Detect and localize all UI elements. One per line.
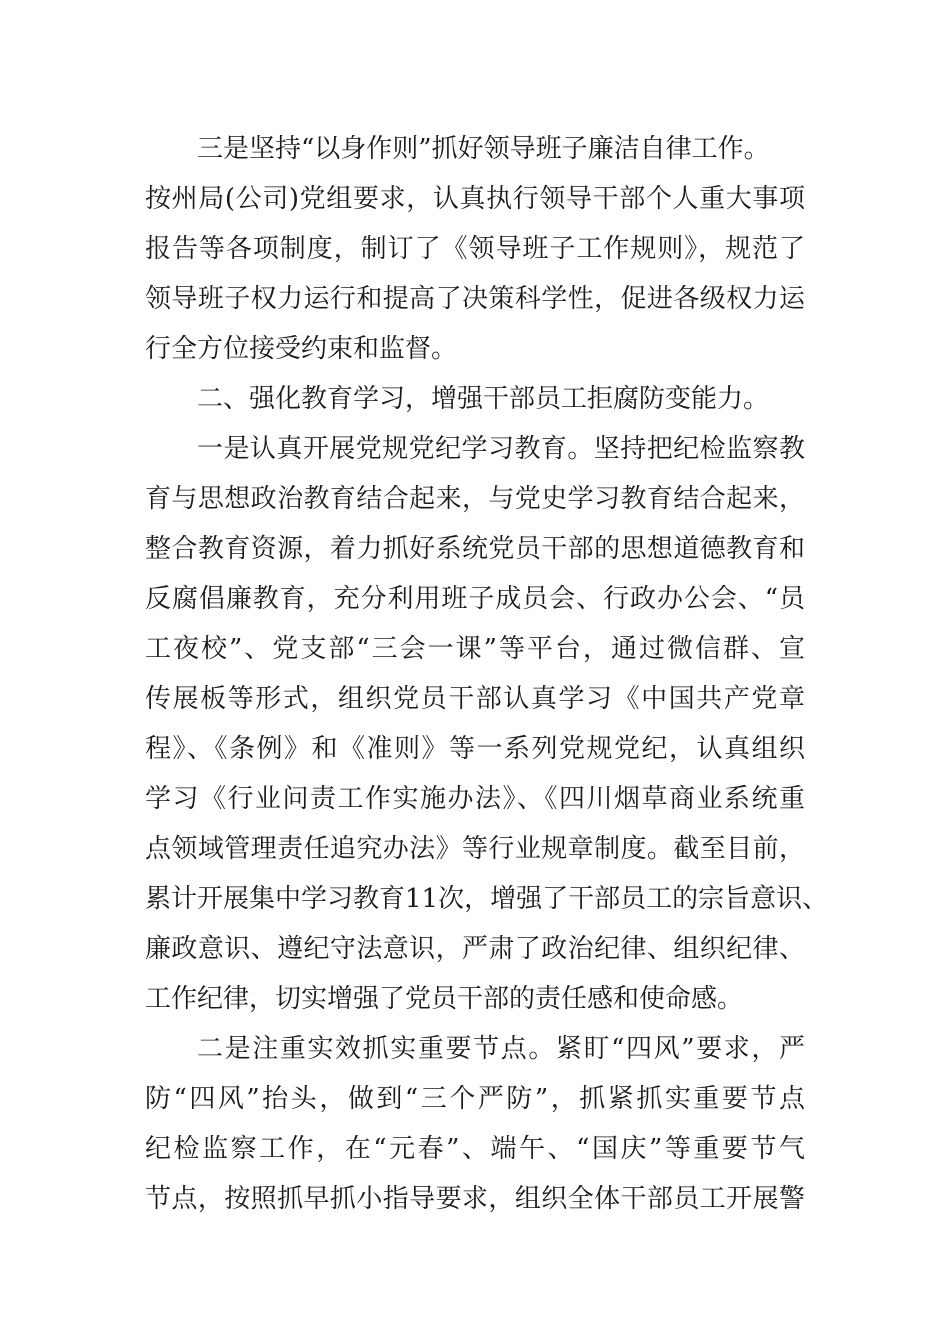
paragraph-line: 二是注重实效抓实重要节点。紧盯“四风”要求，严 [197,1034,805,1064]
paragraph-line: 领导班子权力运行和提高了决策科学性，促进各级权力运 [145,284,805,314]
paragraph-line: 工作纪律，切实增强了党员干部的责任感和使命感。 [145,984,744,1014]
paragraph-line: 行全方位接受约束和监督。 [145,334,458,364]
paragraph-line: 按州局(公司)党组要求，认真执行领导干部个人重大事项 [145,184,805,214]
paragraph-line: 一是认真开展党规党纪学习教育。坚持把纪检监察教 [197,434,805,464]
section-heading: 二、强化教育学习，增强干部员工拒腐防变能力。 [197,384,770,414]
paragraph-line: 廉政意识、遵纪守法意识，严肃了政治纪律、组织纪律、 [145,934,805,964]
paragraph-line: 三是坚持“以身作则”抓好领导班子廉洁自律工作。 [197,134,770,164]
paragraph-line: 纪检监察工作，在“元春”、端午、“国庆”等重要节气 [145,1134,805,1164]
paragraph-line: 节点，按照抓早抓小指导要求，组织全体干部员工开展警 [145,1184,805,1214]
paragraph-line: 报告等各项制度，制订了《领导班子工作规则》，规范了 [145,234,805,264]
paragraph-line: 工夜校”、党支部“三会一课”等平台，通过微信群、宣 [145,634,805,664]
paragraph-line: 学习《行业问责工作实施办法》、《四川烟草商业系统重 [145,784,805,814]
paragraph-line: 累计开展集中学习教育11次，增强了干部员工的宗旨意识、 [145,884,829,914]
paragraph-line: 育与思想政治教育结合起来，与党史学习教育结合起来， [145,484,805,514]
paragraph-line: 防“四风”抬头，做到“三个严防”，抓紧抓实重要节点 [145,1084,805,1114]
document-body [145,124,829,1224]
paragraph-line: 反腐倡廉教育，充分利用班子成员会、行政办公会、“员 [145,584,805,614]
paragraph-line: 传展板等形式，组织党员干部认真学习《中国共产党章 [145,684,805,714]
paragraph-line: 程》、《条例》和《准则》等一系列党规党纪，认真组织 [145,734,805,764]
paragraph-line: 整合教育资源，着力抓好系统党员干部的思想道德教育和 [145,534,805,564]
paragraph-line: 点领域管理责任追究办法》等行业规章制度。截至目前， [145,834,805,864]
